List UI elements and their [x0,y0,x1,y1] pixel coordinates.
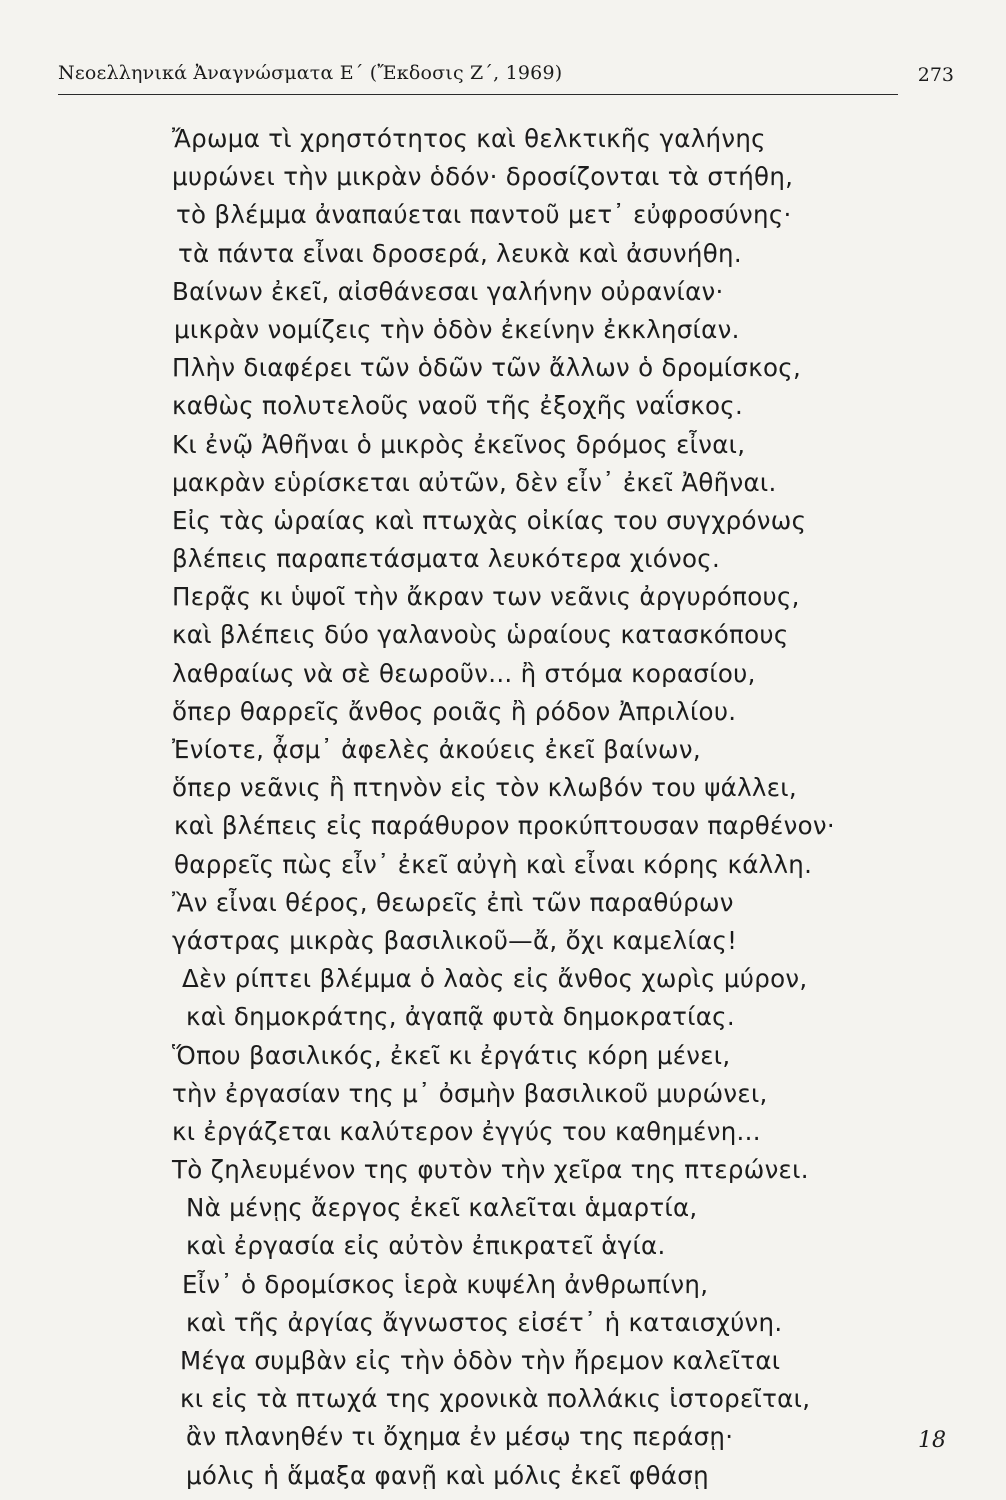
poem-line: λαθραίως νὰ σὲ θεωροῦν... ἢ στόμα κορασίου, [172,658,756,688]
poem-text [172,120,872,1495]
poem-line: καὶ βλέπεις εἰς παράθυρον προκύπτουσαν παρθένον· [174,811,835,841]
poem-line: καὶ ἐργασία εἰς αὐτὸν ἐπικρατεῖ ἁγία. [186,1231,666,1261]
page-number: 273 [917,64,954,86]
poem-line: καθὼς πολυτελοῦς ναοῦ τῆς ἐξοχῆς ναΐσκος. [172,391,744,421]
poem-line: ὅπερ θαρρεῖς ἄνθος ροιᾶς ἢ ρόδον Ἀπριλίου. [172,696,737,726]
poem-line: Δὲν ρίπτει βλέμμα ὁ λαὸς εἰς ἄνθος χωρὶς μύρον, [182,964,808,994]
poem-line: Νὰ μένῃς ἄεργος ἐκεῖ καλεῖται ἁμαρτία, [186,1193,698,1223]
poem-line: Κι ἐνῷ Ἀθῆναι ὁ μικρὸς ἐκεῖνος δρόμος εἶναι, [172,429,746,459]
poem-line: τὴν ἐργασίαν της μ᾽ ὀσμὴν βασιλικοῦ μυρώνει, [172,1078,768,1108]
poem-line: γάστρας μικρὰς βασιλικοῦ—ἄ, ὄχι καμελίας! [172,925,738,955]
poem-line: Πλὴν διαφέρει τῶν ὁδῶν τῶν ἄλλων ὁ δρομίσκος, [172,353,802,383]
poem-line: μόλις ἡ ἅμαξα φανῇ καὶ μόλις ἐκεῖ φθάσῃ [186,1460,709,1490]
poem-line: ἂν πλανηθέν τι ὄχημα ἐν μέσῳ της περάσῃ· [186,1422,734,1452]
poem-line: καὶ βλέπεις δύο γαλανοὺς ὡραίους κατασκόπους [172,620,789,650]
poem-line: βλέπεις παραπετάσματα λευκότερα χιόνος. [172,544,721,574]
header-rule [58,94,898,95]
poem-line: μικρὰν νομίζεις τὴν ὁδὸν ἐκείνην ἐκκλησίαν. [174,314,740,344]
poem-line: Εἰς τὰς ὡραίας καὶ πτωχὰς οἰκίας του συγχρόνως [172,505,807,535]
poem-line: Εἶν᾽ ὁ δρομίσκος ἱερὰ κυψέλη ἀνθρωπίνη, [182,1269,709,1299]
poem-line: ὅπερ νεᾶνις ἢ πτηνὸν εἰς τὸν κλωβόν του ψάλλει, [172,773,797,803]
poem-line: Ὅπου βασιλικός, ἐκεῖ κι ἐργάτις κόρη μένει, [172,1040,731,1070]
poem-line: τὸ βλέμμα ἀναπαύεται παντοῦ μετ᾽ εὐφροσύνης· [176,200,792,230]
poem-line: θαρρεῖς πὼς εἶν᾽ ἐκεῖ αὐγὴ καὶ εἶναι κόρης κάλλη. [174,849,813,879]
poem-line: κι εἰς τὰ πτωχά της χρονικὰ πολλάκις ἱστορεῖται, [180,1384,811,1414]
poem-line: καὶ τῆς ἀργίας ἄγνωστος εἰσέτ᾽ ἡ καταισχύνη. [186,1307,783,1337]
poem-line: Μέγα συμβὰν εἰς τὴν ὁδὸν τὴν ἤρεμον καλεῖται [180,1346,781,1375]
poem-line: τὰ πάντα εἶναι δροσερά, λευκὰ καὶ ἀσυνήθη. [178,238,742,268]
poem-line: Τὸ ζηλευμένον της φυτὸν τὴν χεῖρα της πτερώνει. [172,1155,809,1185]
poem-line: καὶ δημοκράτης, ἀγαπᾷ φυτὰ δημοκρατίας. [186,1002,735,1032]
poem-line: μακρὰν εὑρίσκεται αὐτῶν, δὲν εἶν᾽ ἐκεῖ Ἀθῆναι. [172,467,777,497]
poem-line: Ἂν εἶναι θέρος, θεωρεῖς ἐπὶ τῶν παραθύρων [172,887,734,917]
poem-line: Περᾷς κι ὑψοῖ τὴν ἄκραν των νεᾶνις ἀργυρόπους, [172,582,800,612]
poem-line: Ἄρωμα τὶ χρηστότητος καὶ θελκτικῆς γαλήνης [172,124,766,153]
header-title: Νεοελληνικά Ἀναγνώσματα Ε΄ (Ἔκδοσις Ζ΄, 1969) [58,62,563,84]
signature-mark: 18 [918,1428,946,1453]
poem-line: Βαίνων ἐκεῖ, αἰσθάνεσαι γαλήνην οὐρανίαν· [172,276,724,306]
poem-line: Ἐνίοτε, ᾆσμ᾽ ἀφελὲς ἀκούεις ἐκεῖ βαίνων, [172,735,701,764]
poem-line: μυρώνει τὴν μικρὰν ὁδόν· δροσίζονται τὰ στήθη, [172,162,794,192]
poem-line: κι ἐργάζεται καλύτερον ἐγγύς του καθημένη... [172,1116,761,1146]
running-header [58,62,958,92]
